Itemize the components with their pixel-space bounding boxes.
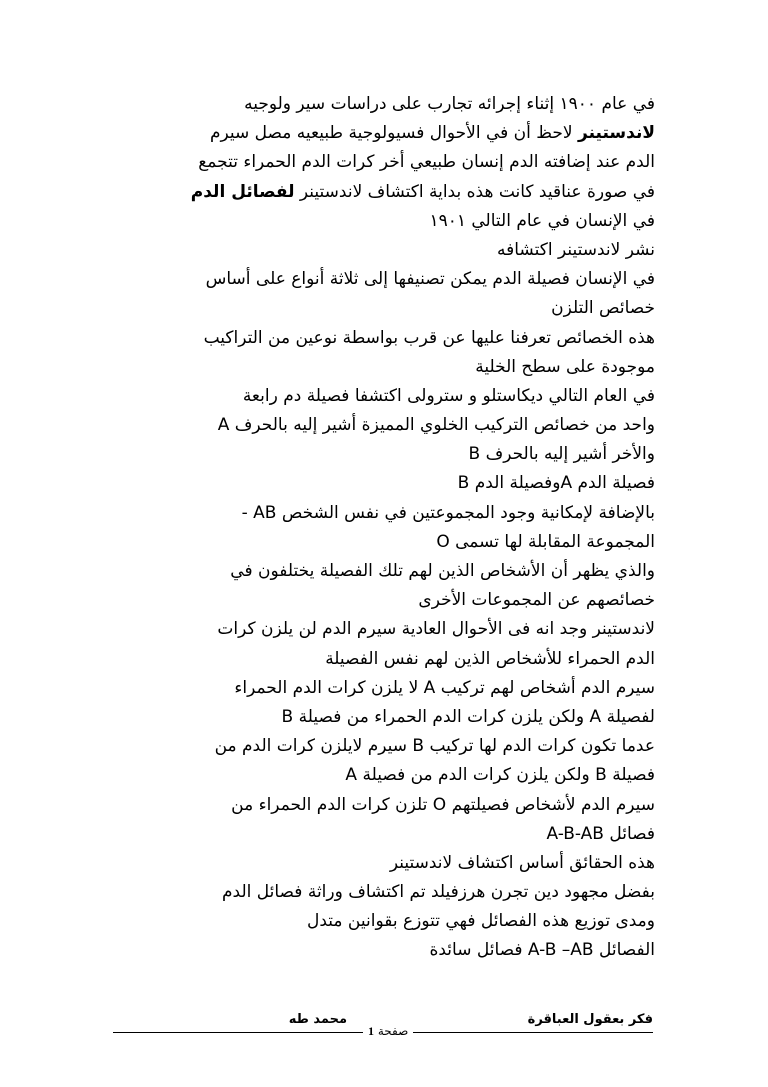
text-line: الدم الحمراء للأشخاص الذين لهم نفس الفصيلة <box>325 648 655 669</box>
document-body <box>115 90 655 966</box>
text-line: فصيلة الدم Aوفصيلة الدم B <box>457 473 655 494</box>
page-footer <box>113 1010 653 1050</box>
text-line <box>115 178 655 207</box>
page-label: صفحة <box>377 1024 409 1038</box>
text-line: فصائل A-B-AB <box>546 823 655 844</box>
text-line: في العام التالي ديكاستلو و سترولى اكتشفا فصيلة دم رابعة <box>242 385 655 406</box>
text-line: المجموعة المقابلة لها تسمى O <box>436 531 655 552</box>
text-line: في الإنسان فصيلة الدم يمكن تصنيفها إلى ثلاثة أنواع على أساس <box>205 269 655 290</box>
text-line: والذي يظهر أن الأشخاص الذين لهم تلك الفصيلة يختلفون في <box>230 561 655 581</box>
text-line: سيرم الدم أشخاص لهم تركيب A لا يلزن كرات الدم الحمراء <box>234 677 655 698</box>
bold-term: لفصائل الدم <box>190 181 295 202</box>
text-line: واحد من خصائص التركيب الخلوي المميزة أشير إليه بالحرف A <box>217 415 655 436</box>
text-line <box>115 119 655 148</box>
text-line: خصائصهم عن المجموعات الأخرى <box>418 590 655 611</box>
line-rest: لاحظ أن في الأحوال فسيولوجية طبيعيه مصل سيرم <box>210 123 579 144</box>
text-line: نشر لاندستينر اكتشافه <box>497 239 655 260</box>
text-line: لفصيلة A ولكن يلزن كرات الدم الحمراء من فصيلة B <box>281 706 655 727</box>
text-line: سيرم الدم لأشخاص فصيلتهم O تلزن كرات الدم الحمراء من <box>231 794 655 815</box>
text-line: في عام ١٩٠٠ إثناء إجرائه تجارب على دراسات سير ولوجيه <box>244 94 655 114</box>
line-start: في صورة عناقيد كانت هذه بداية اكتشاف لاندستينر <box>294 181 655 202</box>
page-number <box>363 1024 413 1039</box>
text-line: ومدى توزيع هذه الفصائل فهي تتوزع بقوانين متدل <box>307 911 655 932</box>
page-number-value: 1 <box>368 1024 374 1038</box>
bold-term: لاندستينر <box>578 123 655 144</box>
text-line: بالإضافة لإمكانية وجود المجموعتين في نفس الشخص AB - <box>241 502 655 523</box>
text-line: والأخر أشير إليه بالحرف B <box>468 444 655 465</box>
text-line: لاندستينر وجد انه فى الأحوال العادية سيرم الدم لن يلزن كرات <box>217 619 655 640</box>
text-line: هذه الحقائق أساس اكتشاف لاندستينر <box>389 852 655 873</box>
text-line: الفصائل A-B –AB فصائل سائدة <box>429 940 655 961</box>
text-line: بفضل مجهود دين تجرن هرزفيلد تم اكتشاف وراثة فصائل الدم <box>222 882 655 903</box>
text-line: هذه الخصائص تعرفنا عليها عن قرب بواسطة نوعين من التراكيب <box>203 327 655 348</box>
text-line: فصيلة B ولكن يلزن كرات الدم من فصيلة A <box>345 765 655 786</box>
text-line: موجودة على سطح الخلية <box>475 356 655 377</box>
footer-author: محمد طه <box>283 1012 353 1027</box>
text-line: عدما تكون كرات الدم لها تركيب B سيرم لايلزن كرات الدم من <box>214 736 655 757</box>
text-line: في الإنسان في عام التالي ١٩٠١ <box>429 210 655 231</box>
text-line: خصائص التلزن <box>551 298 655 319</box>
text-line: الدم عند إضافته الدم إنسان طبيعي أخر كرات الدم الحمراء تتجمع <box>198 152 655 173</box>
footer-slogan: فكر بعقول العباقرة <box>522 1012 653 1027</box>
